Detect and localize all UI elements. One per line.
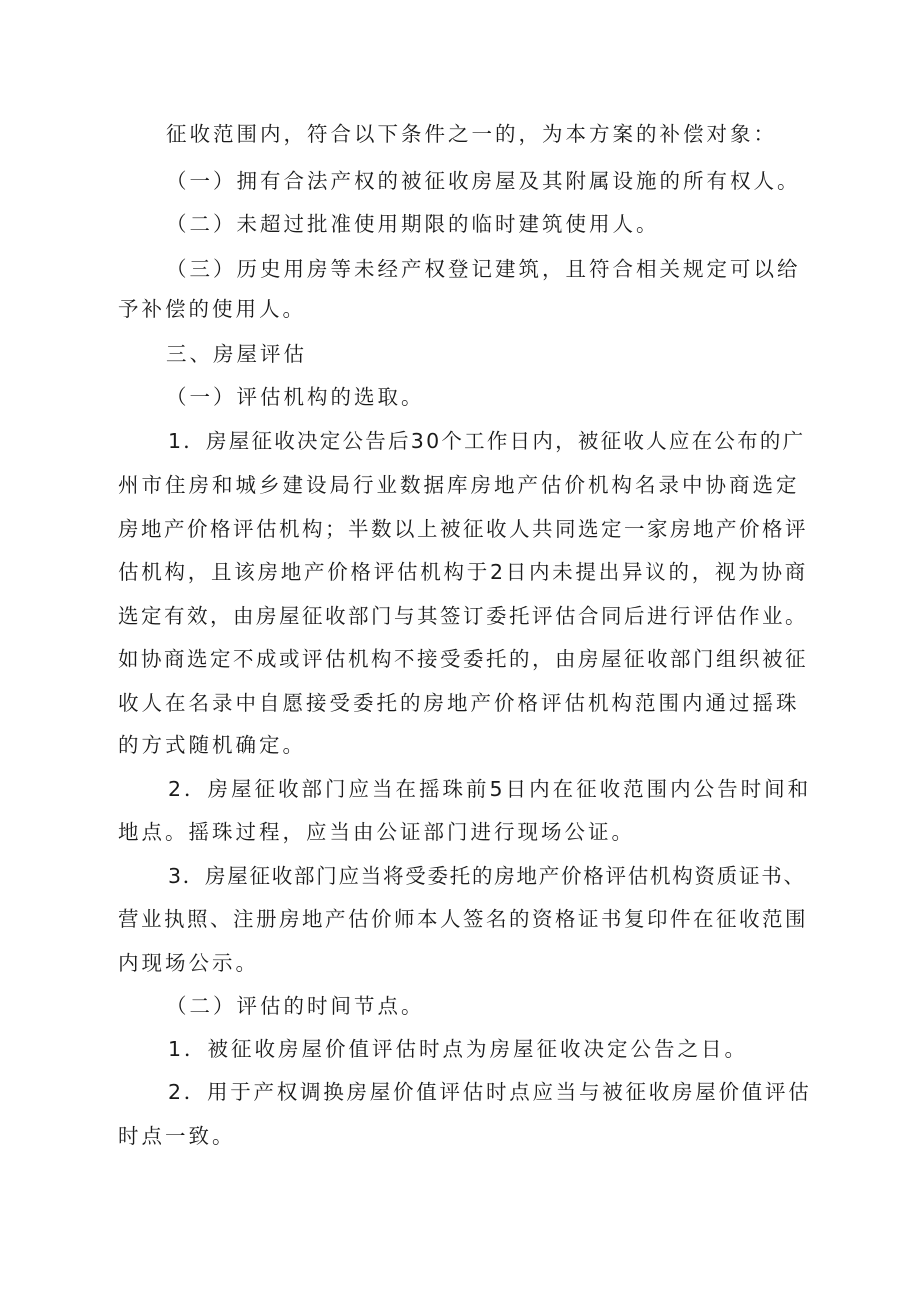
text-line: 3．房屋征收部门应当将受委托的房地产价格评估机构资质证书、 xyxy=(168,864,806,888)
text-line: 房地产价格评估机构；半数以上被征收人共同选定一家房地产价格评 xyxy=(118,517,808,541)
text-line: 予补偿的使用人。 xyxy=(118,297,306,321)
text-line: （二）未超过批准使用期限的临时建筑使用人。 xyxy=(166,212,660,236)
text-line: （三）历史用房等未经产权登记建筑，且符合相关规定可以给 xyxy=(166,257,801,281)
subsection-heading: （二）评估的时间节点。 xyxy=(166,994,425,1018)
text-line: 选定有效，由房屋征收部门与其签订委托评估合同后进行评估作业。 xyxy=(118,604,808,628)
text-line: 地点。摇珠过程，应当由公证部门进行现场公证。 xyxy=(118,820,635,844)
text-line: 州市住房和城乡建设局行业数据库房地产估价机构名录中协商选定 xyxy=(118,473,800,497)
text-line: 收人在名录中自愿接受委托的房地产价格评估机构范围内通过摇珠 xyxy=(118,691,800,715)
text-line: 征收范围内，符合以下条件之一的，为本方案的补偿对象： xyxy=(166,122,777,146)
subsection-heading: （一）评估机构的选取。 xyxy=(166,385,425,409)
text-line: 时点一致。 xyxy=(118,1124,236,1148)
text-line: 如协商选定不成或评估机构不接受委托的，由房屋征收部门组织被征 xyxy=(118,647,808,671)
text-line: 营业执照、注册房地产估价师本人签名的资格证书复印件在征收范围 xyxy=(118,907,808,931)
text-line: 2．用于产权调换房屋价值评估时点应当与被征收房屋价值评估 xyxy=(168,1080,812,1104)
text-line: 的方式随机确定。 xyxy=(118,733,306,757)
section-heading: 三、房屋评估 xyxy=(166,342,307,366)
text-line: 2．房屋征收部门应当在摇珠前5日内在征收范围内公告时间和 xyxy=(168,777,812,801)
text-line: 1．被征收房屋价值评估时点为房屋征收决定公告之日。 xyxy=(168,1037,749,1061)
text-line: 1．房屋征收决定公告后30个工作日内，被征收人应在公布的广 xyxy=(168,429,806,453)
text-line: （一）拥有合法产权的被征收房屋及其附属设施的所有权人。 xyxy=(166,169,801,193)
text-line: 估机构，且该房地产价格评估机构于2日内未提出异议的，视为协商 xyxy=(118,560,809,584)
text-line: 内现场公示。 xyxy=(118,951,259,975)
